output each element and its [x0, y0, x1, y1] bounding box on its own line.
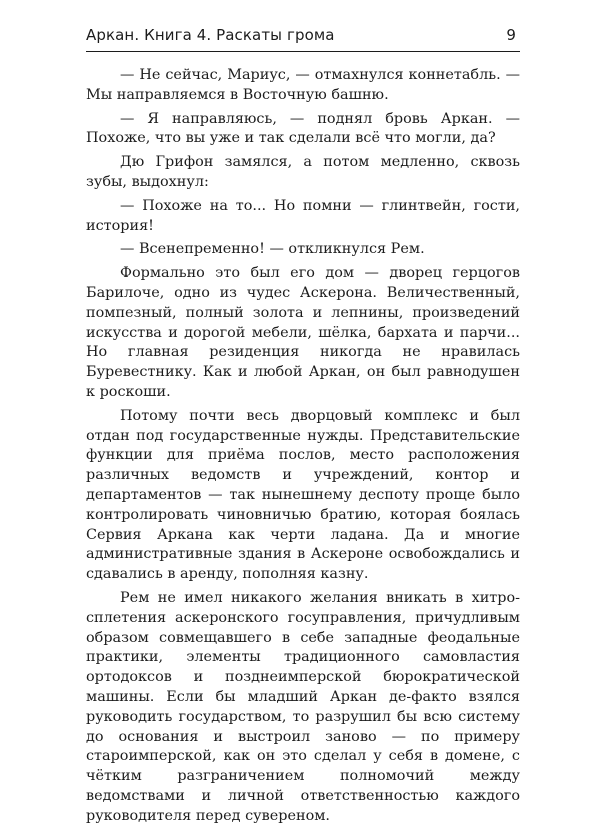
paragraph: Формально это был его дом — дворец герцогов Барилоче, одно из чудес Аскерона. Величественный, помпезный, полный золота и лепнины, произведений искусства и дорогой мебели, шёлка, бархата и парчи... Но главная резиденция никогда не нравилась Буревестнику. Как и любой Аркан, он был равнодушен к роскоши. — [86, 265, 520, 400]
book-title: Аркан. Книга 4. Раскаты грома — [86, 26, 335, 44]
body-text — [86, 66, 520, 826]
page-number: 9 — [506, 26, 516, 44]
book-page — [86, 26, 520, 824]
running-head — [86, 26, 520, 52]
paragraph: — Всенепременно! — откликнулся Рем. — [120, 241, 425, 258]
paragraph: — Похоже на то... Но помни — глинтвейн, гости, история! — [86, 197, 520, 234]
paragraph: Потому почти весь дворцовый комплекс и был отдан под государственные нужды. Представительские функции для приёма послов, место расположения различных ведомств и учреждений, контор и департаментов — так нынешнему деспоту проще было контролировать чиновничью братию, которая боялась Сервия Аркана как черти ладана. Да и многие административные здания в Аскероне освобождались и сдавались в аренду, пополняя казну. — [86, 407, 520, 583]
paragraph: — Не сейчас, Мариус, — отмахнулся коннетабль. — Мы направляемся в Восточную башню. — [86, 67, 520, 103]
paragraph: Дю Грифон замялся, а потом медленно, сквозь зубы, выдохнул: — [86, 154, 520, 190]
paragraph: Рем не имел никакого желания вникать в хитросплетения аскеронского госуправления, причудливым образом совмещавшего в себе западные феодальные практики, элементы традиционного самовластия ортодоксов и позднеимперской бюрократической машины. Если бы младший Аркан де-факто взялся руководить государством, то разрушил бы всю систему до основания и выстроил заново — по примеру староимперской, как он это сделал у себя в домене, с чётким разграничением полномочий между ведомствами и личной ответственностью каждого руководителя перед сувереном. — [86, 589, 520, 824]
paragraph: — Я направляюсь, — поднял бровь Аркан. — Похоже, что вы уже и так сделали всё что могли, да? — [86, 110, 520, 147]
